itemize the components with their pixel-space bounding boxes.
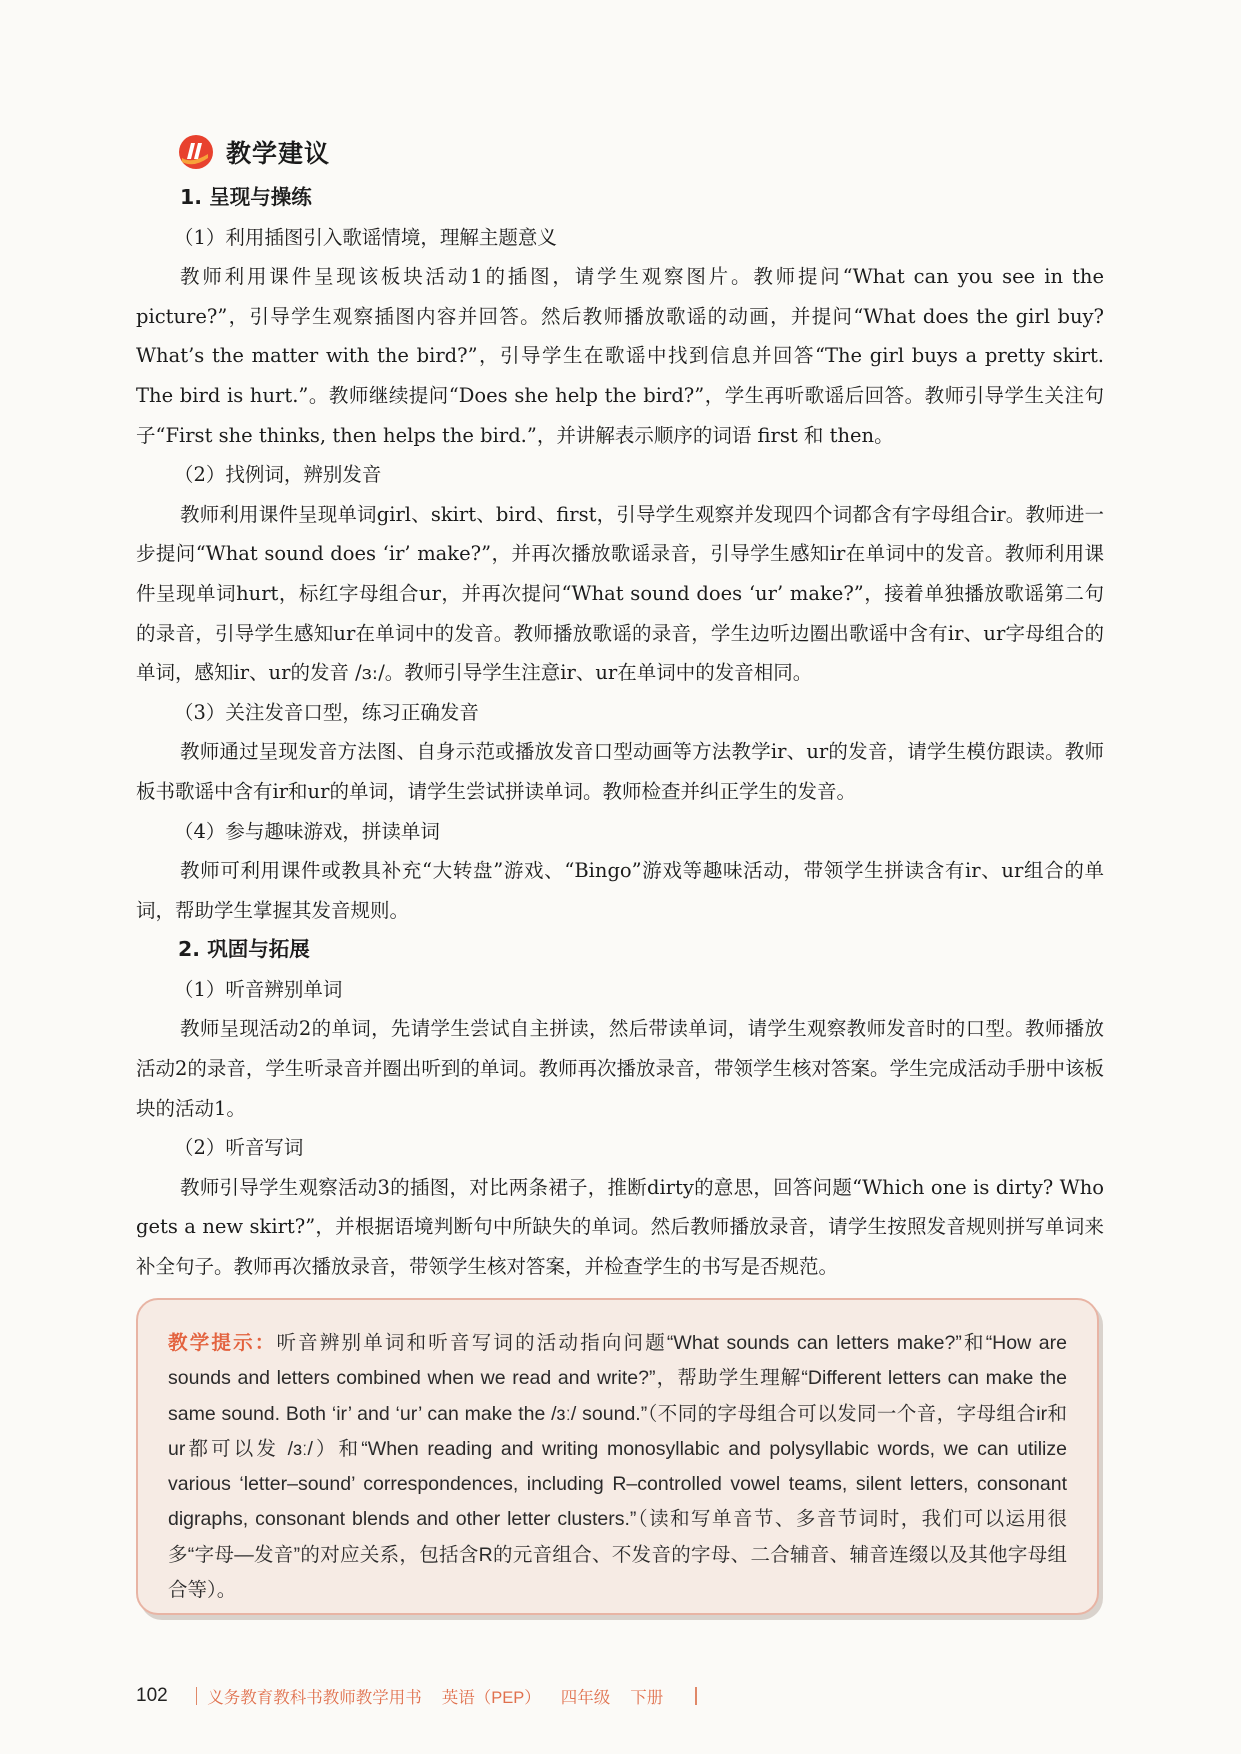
footer-divider [196,1687,198,1705]
footer-book-title: 义务教育教科书教师教学用书 [207,1689,422,1707]
teaching-tip-box [136,1298,1099,1615]
subheading-3: （3）关注发音口型，练习正确发音 [174,700,479,724]
footer-divider-end [695,1687,697,1705]
section-header [178,132,330,172]
heading-present-practice: 1. 呈现与操练 [180,185,312,209]
paragraph-2: 教师利用课件呈现单词girl、skirt、bird、first，引导学生观察并发现四个词都含有字母组合ir。教师进一步提问“What sound does ‘ir’ make?”，并再次播放歌谣录音，引导学生感知ir在单词中的发音。教师利用课件呈现单词hurt，标红字母组合ur，并再次提问“What sound does ‘ur’ make?”，接着单独播放歌谣第二句的录音，引导学生感知ur在单词中的发音。教师播放歌谣的录音，学生边听边圈出歌谣中含有ir、ur字母组合的单词，感知ir、ur的发音 /ɜː/。教师引导学生注意ir、ur在单词中的发音相同。 [136,502,1104,685]
paragraph-1: 教师利用课件呈现该板块活动1的插图，请学生观察图片。教师提问“What can you see in the picture?”，引导学生观察插图内容并回答。然后教师播放歌谣的动画，并提问“What does the girl buy? What’s the matter with the bird?”，引导学生在歌谣中找到信息并回答“The girl buys a pretty skirt. The bird is hurt.”。教师继续提问“Does she help the bird?”，学生再听歌谣后回答。教师引导学生关注句子“First she thinks, then helps the bird.”，并讲解表示顺序的词语 first 和 then。 [136,265,1104,447]
paragraph-5: 教师呈现活动2的单词，先请学生尝试自主拼读，然后带读单词，请学生观察教师发音时的口型。教师播放活动2的录音，学生听录音并圈出听到的单词。教师再次播放录音，带领学生核对答案。学生完成活动手册中该板块的活动1。 [136,1017,1104,1120]
heading-consolidate-extend: 2. 巩固与拓展 [178,937,310,962]
teaching-tip-body: 听音辨别单词和听音写词的活动指向问题“What sounds can letters make?”和“How are sounds and letters combined when we read and write?”，帮助学生理解“Different letters can make the same sound. Both ‘ir’ and ‘ur’ can make the /ɜː/ sound.”（不同的字母组合可以发同一个音，字母组合ir和ur都可以发 /ɜː/）和“When reading and writing monosyllabic and polysyllabic words, we can utilize various ‘letter–sound’ correspondences, including R–controlled vowel teams, silent letters, consonant digraphs, consonant blends and other letter clusters.”（读和写单音节、多音节词时，我们可以运用很多“字母—发音”的对应关系，包括含R的元音组合、不发音的字母、二合辅音、辅音连缀以及其他字母组合等）。 [168,1332,1067,1602]
paragraph-4: 教师可利用课件或教具补充“大转盘”游戏、“Bingo”游戏等趣味活动，带领学生拼读含有ir、ur组合的单词，帮助学生掌握其发音规则。 [136,859,1104,922]
subheading-2: （2）找例词，辨别发音 [174,463,382,487]
subheading-5: （1）听音辨别单词 [174,977,343,1001]
paragraph-3: 教师通过呈现发音方法图、自身示范或播放发音口型动画等方法教学ir、ur的发音，请学生模仿跟读。教师板书歌谣中含有ir和ur的单词，请学生尝试拼读单词。教师检查并纠正学生的发音。 [136,740,1104,803]
teaching-tip-text [168,1326,1067,1608]
pen-in-circle-icon [178,134,214,170]
section-title: 教学建议 [226,139,331,168]
subheading-1: （1）利用插图引入歌谣情境，理解主题意义 [174,225,557,249]
footer-volume: 下册 [630,1689,664,1707]
footer-grade: 四年级 [560,1689,611,1707]
teaching-tip-label: 教学提示： [168,1332,277,1354]
page-footer [136,1684,697,1708]
paragraph-6: 教师引导学生观察活动3的插图，对比两条裙子，推断dirty的意思，回答问题“Which one is dirty? Who gets a new skirt?”，并根据语境判断句中所缺失的单词。然后教师播放录音，请学生按照发音规则拼写单词来补全句子。教师再次播放录音，带领学生核对答案，并检查学生的书写是否规范。 [136,1175,1104,1279]
body-text [136,178,1104,1287]
subheading-4: （4）参与趣味游戏，拼读单词 [174,819,440,843]
footer-subject: 英语（PEP） [441,1689,541,1707]
page-number: 102 [136,1685,168,1706]
subheading-6: （2）听音写词 [174,1136,304,1160]
